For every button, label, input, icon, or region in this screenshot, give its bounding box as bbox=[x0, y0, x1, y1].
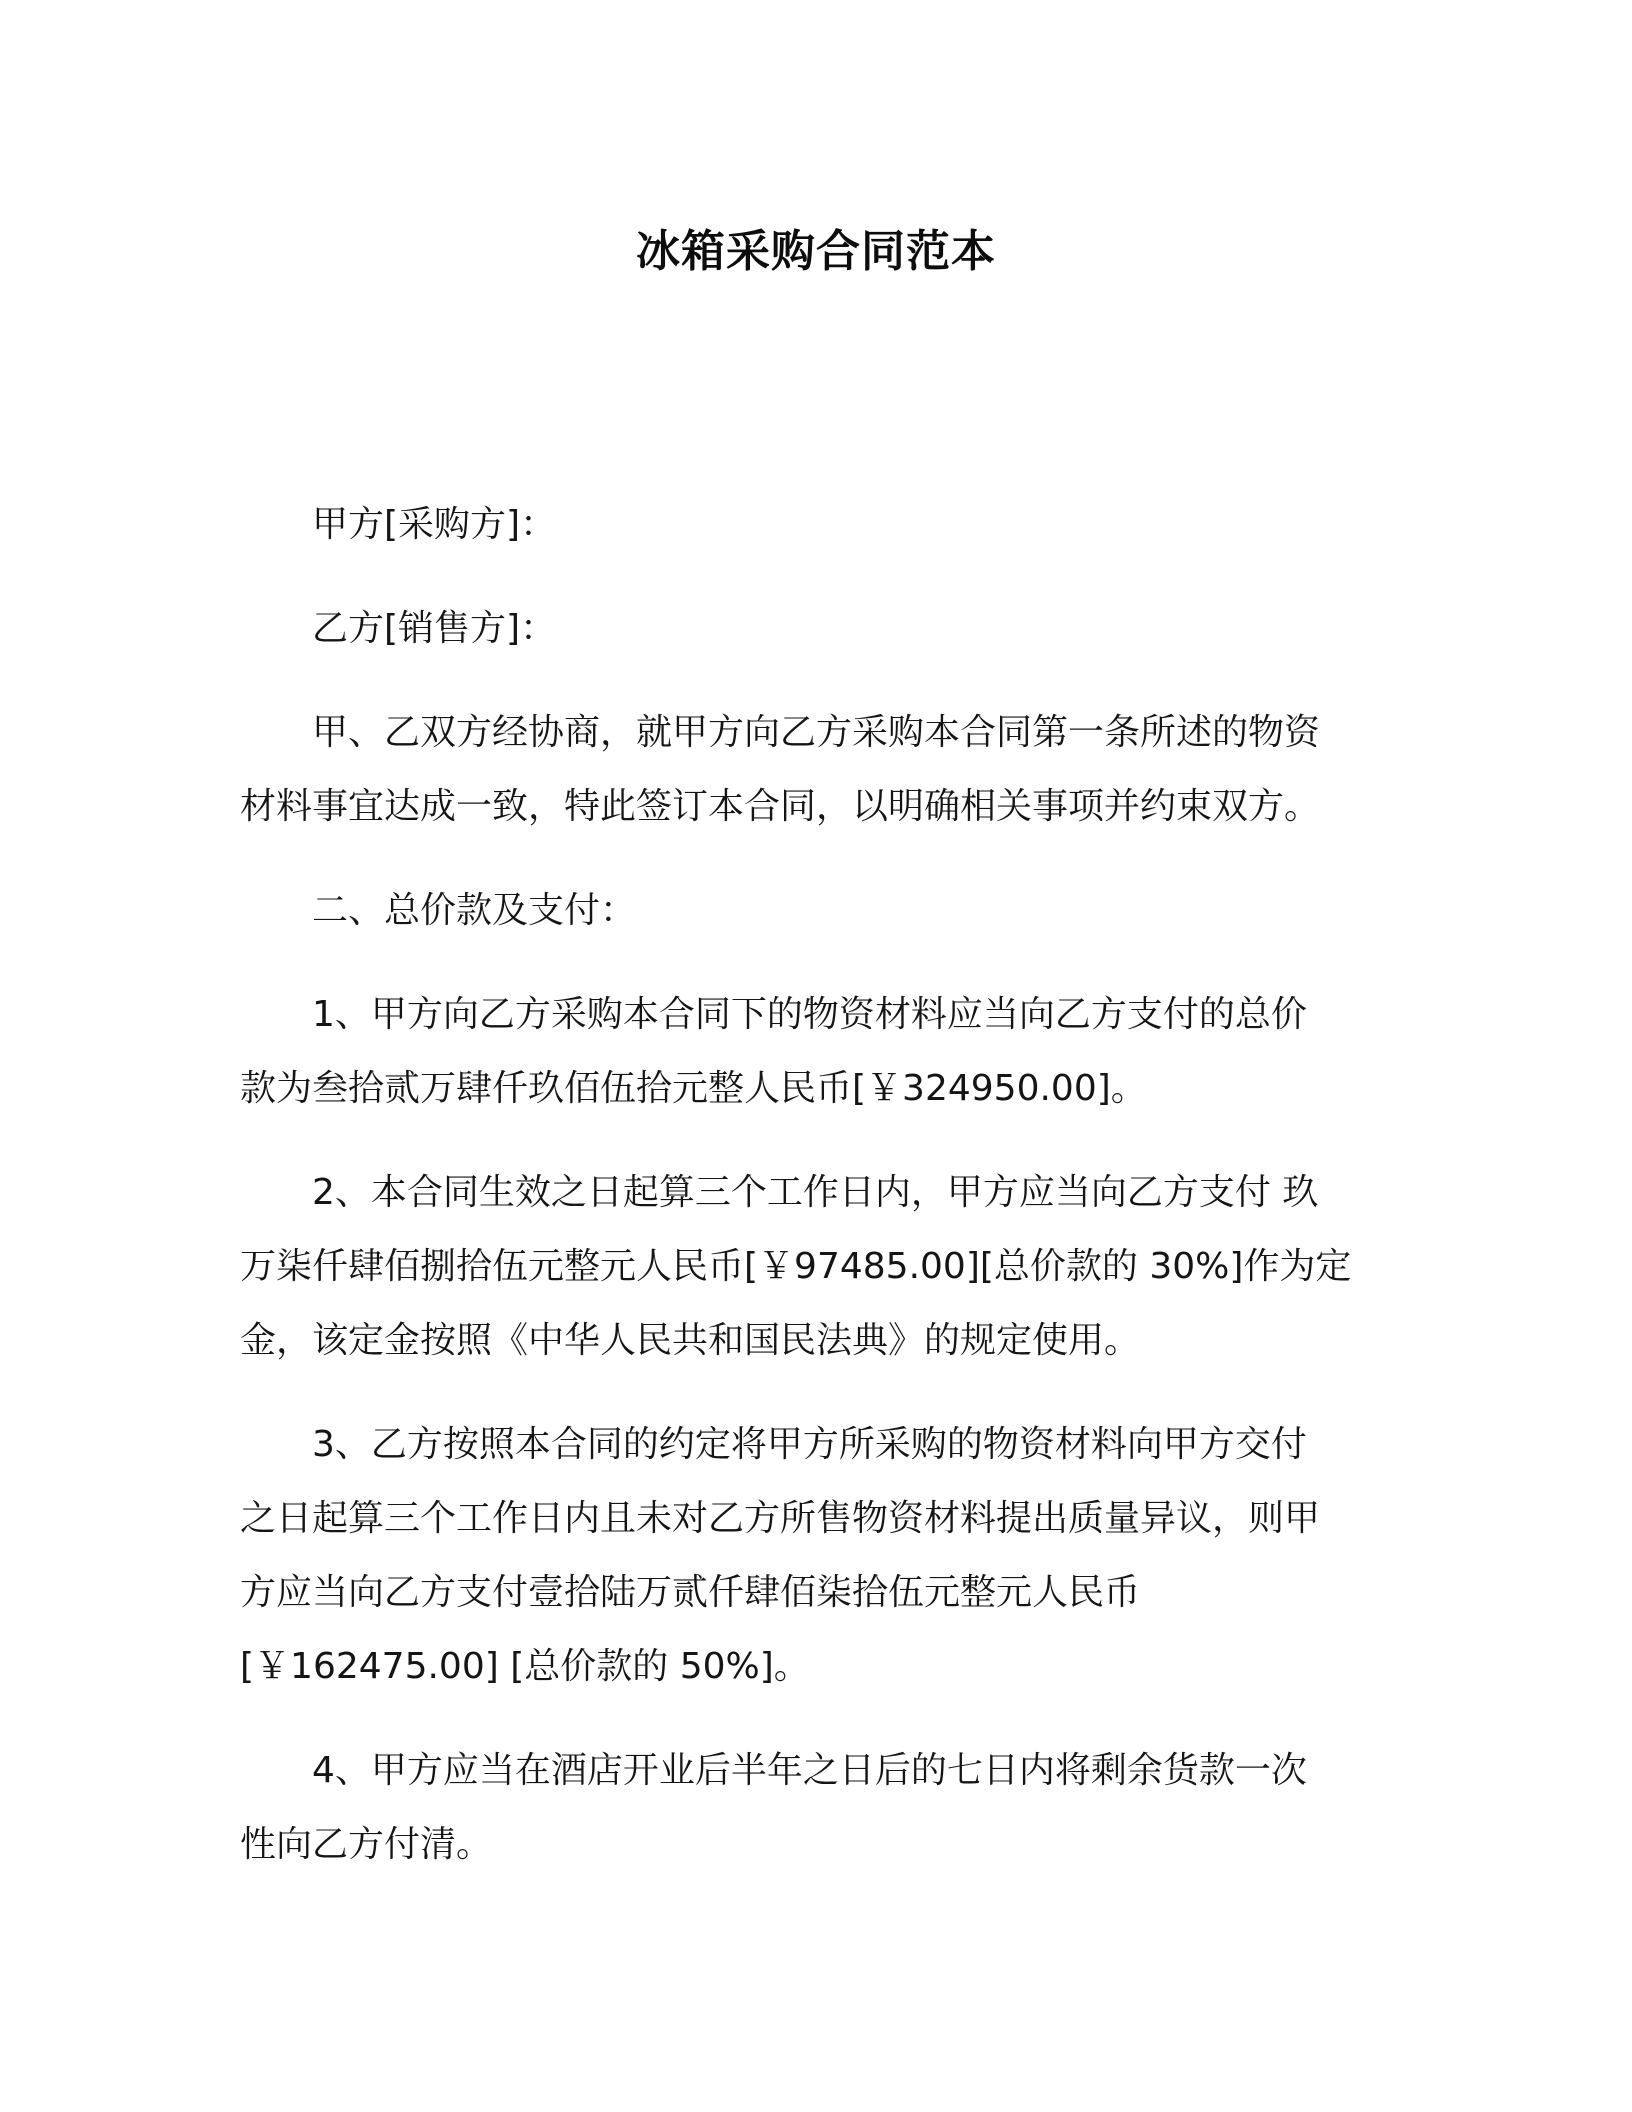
clause-4 bbox=[240, 1734, 1380, 1882]
clause-2 bbox=[240, 1156, 1380, 1378]
paragraph-line: 方应当向乙方支付壹拾陆万贰仟肆佰柒拾伍元整元人民币 bbox=[240, 1572, 1141, 1613]
document-body bbox=[240, 488, 1380, 1912]
clause-1 bbox=[240, 978, 1380, 1126]
paragraph-line: 甲、乙双方经协商，就甲方向乙方采购本合同第一条所述的物资 bbox=[312, 712, 1321, 753]
section-heading-payment bbox=[240, 874, 1380, 948]
paragraph-line: 性向乙方付清。 bbox=[240, 1824, 493, 1865]
paragraph-line: 乙方[销售方]： bbox=[312, 608, 557, 649]
paragraph-line: 甲方[采购方]： bbox=[312, 504, 557, 545]
paragraph-party-a bbox=[240, 488, 1380, 562]
paragraph-line: 2、本合同生效之日起算三个工作日内，甲方应当向乙方支付 玖 bbox=[312, 1172, 1319, 1213]
paragraph-line: 二、总价款及支付： bbox=[312, 890, 637, 931]
paragraph-line: 款为叁拾贰万肆仟玖佰伍拾元整人民币[￥324950.00]。 bbox=[240, 1068, 1147, 1109]
paragraph-line: 1、甲方向乙方采购本合同下的物资材料应当向乙方支付的总价 bbox=[312, 994, 1307, 1035]
clause-3 bbox=[240, 1408, 1380, 1704]
paragraph-line: 材料事宜达成一致，特此签订本合同，以明确相关事项并约束双方。 bbox=[240, 786, 1321, 827]
paragraph-line: 金，该定金按照《中华人民共和国民法典》的规定使用。 bbox=[240, 1320, 1141, 1361]
paragraph-line: 4、甲方应当在酒店开业后半年之日后的七日内将剩余货款一次 bbox=[312, 1750, 1307, 1791]
paragraph-line: 3、乙方按照本合同的约定将甲方所采购的物资材料向甲方交付 bbox=[312, 1424, 1307, 1465]
paragraph-line: 万柒仟肆佰捌拾伍元整元人民币[￥97485.00][总价款的 30%]作为定 bbox=[240, 1246, 1352, 1287]
document-title: 冰箱采购合同范本 bbox=[636, 226, 996, 277]
paragraph-preamble bbox=[240, 696, 1380, 844]
paragraph-line: 之日起算三个工作日内且未对乙方所售物资材料提出质量异议，则甲 bbox=[240, 1498, 1321, 1539]
paragraph-line: [￥162475.00] [总价款的 50%]。 bbox=[240, 1646, 810, 1687]
paragraph-party-b bbox=[240, 592, 1380, 666]
